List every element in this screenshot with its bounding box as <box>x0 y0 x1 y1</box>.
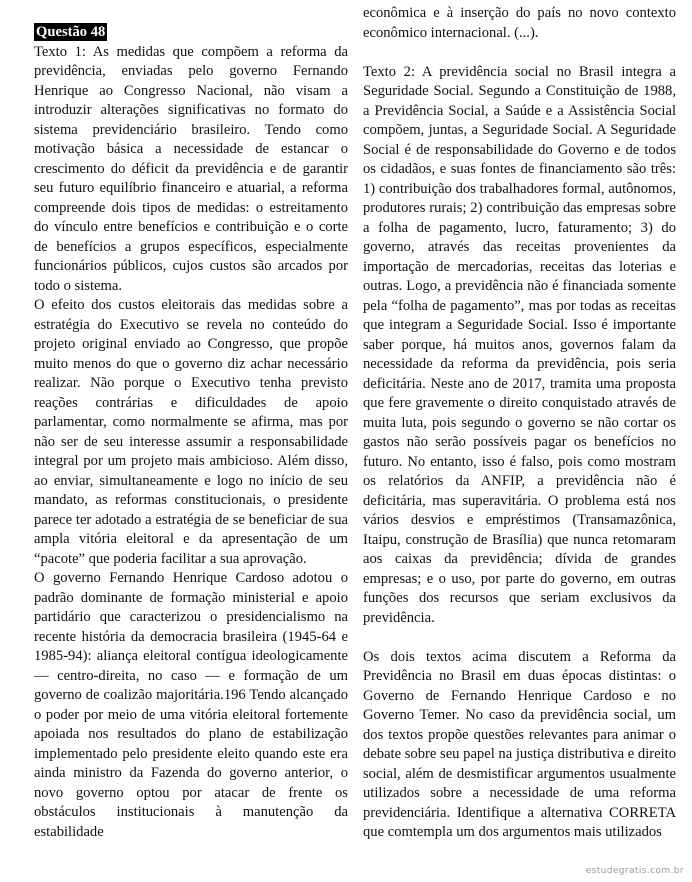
right-column <box>363 4 676 843</box>
text1-paragraph-3: O governo Fernando Henrique Cardoso adotou o padrão dominante de formação ministerial e apoio partidário que caracterizou o presidencialismo na recente história da democracia brasileira (1945-64 e 1985-94): aliança eleitoral contígua ideologicamente — centro-direita, no caso — e formação de um governo de coalizão majoritária.196 Tendo alcançado o poder por meio de uma vitória eleitoral fortemente apoiada nos resultados do plano de estabilização implementado pelo presidente eleito quando este era ainda ministro da Fazenda do governo anterior, o novo governo optou por atacar de frente os obstáculos institucionais à manutenção da estabilidade <box>34 570 348 840</box>
question-title: Questão 48 <box>36 24 106 40</box>
paragraph-gap <box>363 628 676 648</box>
site-watermark: estudegratis.com.br <box>585 866 684 876</box>
paragraph-gap <box>363 43 676 63</box>
text1-continuation: econômica e à inserção do país no novo contexto econômico internacional. (...). <box>363 5 676 41</box>
question-prompt: Os dois textos acima discutem a Reforma da Previdência no Brasil em duas épocas distintas: o Governo de Fernando Henrique Cardoso e no Governo Temer. No caso da previdência social, um dos textos propõe questões relevantes para animar o debate sobre seu papel na justiça distributiva e direito social, além de desmistificar argumentos usualmente utilizados sobre a necessidade de uma reforma previdenciária. Identifique a alternativa CORRETA que comtempla um dos argumentos mais utilizados <box>363 648 676 840</box>
text1-paragraph-1: Texto 1: As medidas que compõem a reforma da previdência, enviadas pelo governo Fernando Henrique ao Congresso Nacional, não visam a introduzir alterações significativas no formato do sistema previdenciário brasileiro. Tendo como motivação básica a necessidade de estancar o crescimento do déficit da previdência e de garantir seu futuro equilíbrio financeiro e atuarial, a reforma compreende dois tipos de medidas: o estreitamento do vínculo entre benefícios e contribuição e o corte de benefícios a grupos específicos, especialmente funcionários públicos, cujos custos são arcados por todo o sistema. <box>34 43 348 294</box>
text1-paragraph-2: O efeito dos custos eleitorais das medidas sobre a estratégia do Executivo se revela no conteúdo do projeto original enviado ao Congresso, que propõe muito menos do que o governo diz achar necessário realizar. Não porque o Executivo tenha previsto reações contrárias e dificuldades de apoio parlamentar, como normalmente se afirma, mas por não ser de seu interesse assumir a responsabilidade integral por um projeto mais ambicioso. Além disso, ao enviar, simultaneamente e logo no início de seu mandato, as reformas constitucionais, o presidente parece ter adotado a estratégia de se beneficiar de sua ampla vitória eleitoral e da apresentação de um “pacote” que poderia facilitar a sua aprovação. <box>34 297 348 567</box>
left-column <box>34 4 348 842</box>
text2-paragraph: Texto 2: A previdência social no Brasil integra a Seguridade Social. Segundo a Constituição de 1988, a Previdência Social, a Saúde e a Assistência Social compõem, juntas, a Seguridade Social. A Seguridade Social é de responsabilidade do Governo e de todos os cidadãos, e suas fontes de financiamento são três: 1) contribuição dos trabalhadores formal, autônomos, produtores rurais; 2) contribuição das empresas sobre a folha de pagamento, lucro, faturamento; 3) do governo, através das receitas provenientes da importação de mercadorias, receitas das loterias e outras. Logo, a previdência não é financiada somente pela “folha de pagamento”, mas por todas as receitas que integram a Seguridade Social. Isso é importante saber porque, há muitos anos, governos falam da necessidade da reforma da previdência, pois seria deficitária. Neste ano de 2017, tramita uma proposta que fere gravemente o direito conquistado através de muita luta, pois segundo o governo se não cortar os gastos não serão possíveis pagar os benefícios no futuro. No entanto, isso é falso, pois como mostram os relatórios da ANFIP, a previdência não é deficitária, mas superavitária. O problema está nos vários desvios e empréstimos (Transamazônica, Itaipu, construção de Brasília) que nunca retomaram aos caixas da previdência; dívida de grandes empresas; e o uso, por parte do governo, em outras funções dos recursos que seriam exclusivos da previdência. <box>363 63 676 626</box>
